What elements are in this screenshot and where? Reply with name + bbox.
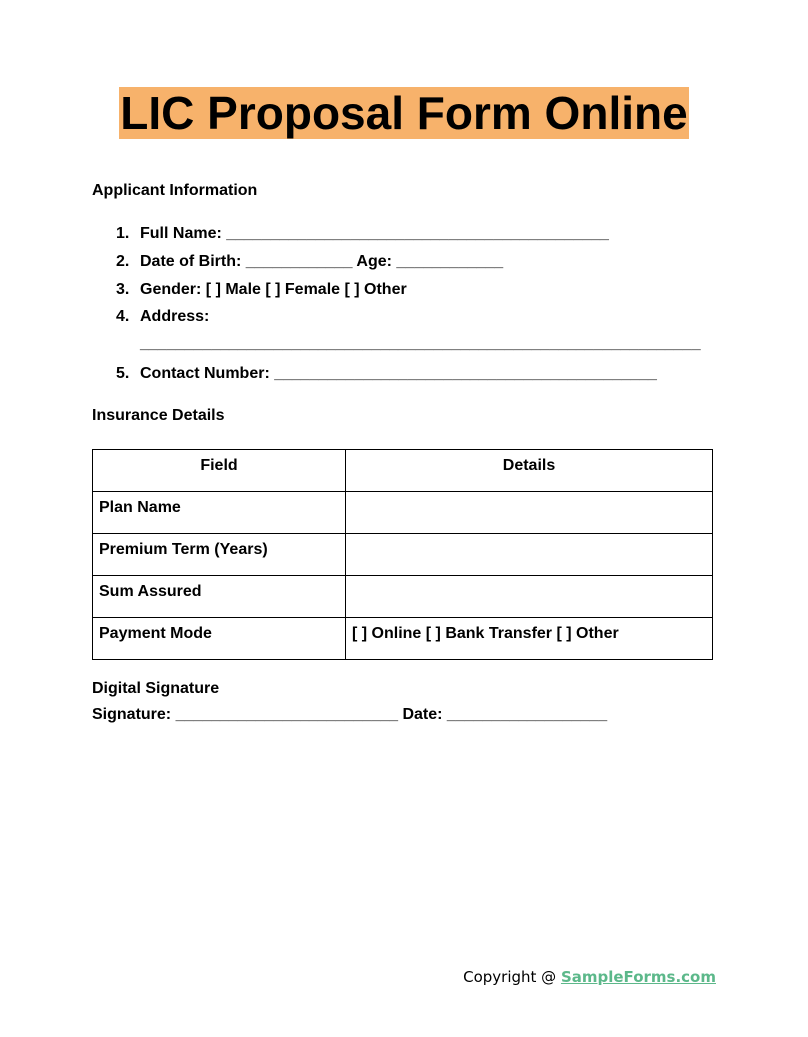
address-line: _______________________________________________________________ [140, 335, 701, 352]
dob-age-field: Date of Birth: ____________ Age: ____________ [140, 252, 504, 270]
title-wrapper [0, 87, 808, 139]
section-digital-signature: Digital Signature [92, 680, 220, 697]
column-header-details: Details [346, 450, 713, 492]
full-name-field: Full Name: ___________________________________________ [140, 225, 609, 242]
signature-date-line: Signature: _________________________ Date: __________________ [92, 706, 608, 723]
table-header-row [93, 450, 713, 492]
list-item-gender [116, 278, 609, 306]
address-label: Address: [140, 308, 210, 326]
contact-number-field: Contact Number: ___________________________________________ [140, 365, 657, 382]
page-title: LIC Proposal Form Online [120, 87, 688, 139]
table-row [93, 618, 713, 660]
list-number: 3. [116, 280, 130, 298]
insurance-details-table [92, 449, 713, 660]
row-value [346, 492, 713, 534]
copyright-text: Copyright @ [463, 968, 561, 986]
row-label: Payment Mode [93, 618, 346, 660]
row-value [346, 576, 713, 618]
row-label: Sum Assured [93, 576, 346, 618]
row-value [346, 534, 713, 576]
footer-copyright [463, 968, 716, 986]
table-row [93, 576, 713, 618]
list-item-date-of-birth [116, 250, 609, 278]
sampleforms-link[interactable]: SampleForms.com [560, 968, 716, 986]
table-row [93, 534, 713, 576]
list-item-address [116, 305, 609, 333]
row-label: Plan Name [93, 492, 346, 534]
list-item-full-name [116, 222, 609, 250]
table-row [93, 492, 713, 534]
column-header-field: Field [93, 450, 346, 492]
row-label: Premium Term (Years) [93, 534, 346, 576]
gender-options: Gender: [ ] Male [ ] Female [ ] Other [140, 280, 407, 298]
list-number: 2. [116, 252, 130, 270]
list-item-contact-number [116, 362, 657, 386]
list-number: 1. [116, 225, 130, 242]
section-insurance-details: Insurance Details [92, 407, 225, 424]
list-number: 5. [116, 365, 130, 382]
row-value: [ ] Online [ ] Bank Transfer [ ] Other [346, 618, 713, 660]
list-number: 4. [116, 308, 130, 326]
section-applicant-information: Applicant Information [92, 182, 258, 199]
applicant-list [116, 222, 609, 333]
